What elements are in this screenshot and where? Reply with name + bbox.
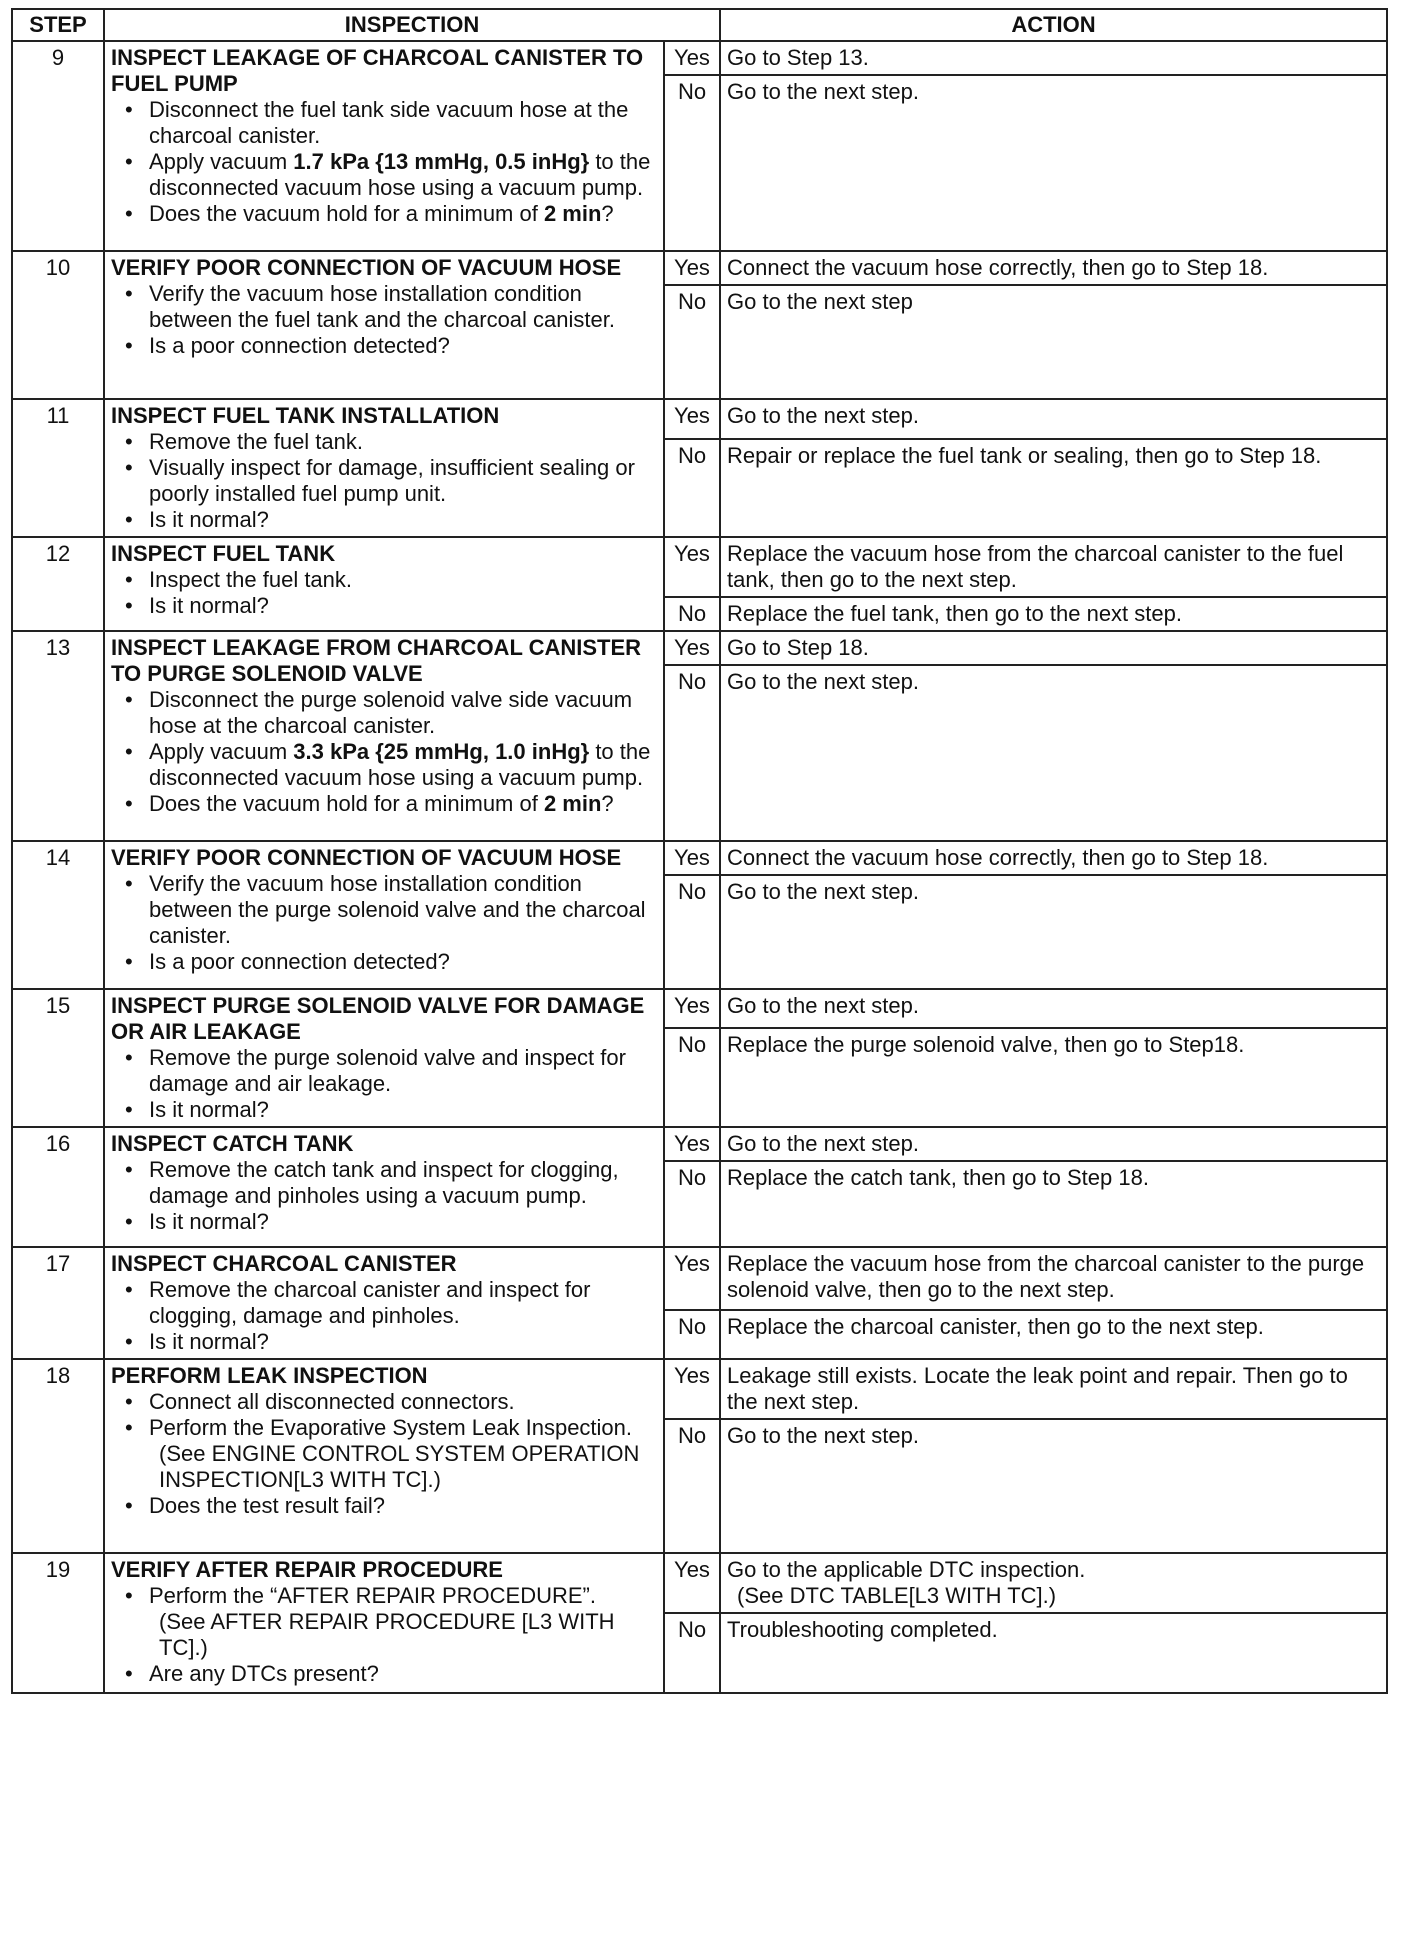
no-action: Replace the purge solenoid valve, then go to Step18. (720, 1028, 1387, 1127)
inspection-bullet: • Disconnect the fuel tank side vacuum hose at the charcoal canister. (149, 97, 657, 149)
inspection-cell (104, 1359, 664, 1553)
table-row (12, 399, 1387, 439)
yes-action (720, 1127, 1387, 1161)
yes-label: Yes (664, 841, 720, 875)
inspection-bullets (111, 1045, 657, 1123)
inspection-title: INSPECT FUEL TANK (111, 541, 336, 566)
inspection-title: INSPECT FUEL TANK INSTALLATION (111, 403, 500, 428)
inspection-title: INSPECT PURGE SOLENOID VALVE FOR DAMAGE OR AIR LEAKAGE (111, 993, 645, 1044)
bullet-text: Apply vacuum (149, 149, 294, 174)
no-label: No (664, 665, 720, 841)
step-number: 16 (12, 1127, 104, 1247)
inspection-bullet: • Is a poor connection detected? (149, 949, 657, 975)
yes-action-text: Go to the next step. (727, 993, 920, 1018)
yes-action (720, 1553, 1387, 1613)
inspection-bullets (111, 567, 657, 619)
yes-action-text: Go to Step 18. (727, 635, 869, 660)
inspection-bullets (111, 97, 657, 227)
yes-label: Yes (664, 41, 720, 75)
step-number: 19 (12, 1553, 104, 1693)
bullet-emphasis: 3.3 kPa {25 mmHg, 1.0 inHg} (293, 739, 590, 764)
inspection-cell (104, 1553, 664, 1693)
no-action: Troubleshooting completed. (720, 1613, 1387, 1693)
step-number: 11 (12, 399, 104, 537)
inspection-title: VERIFY POOR CONNECTION OF VACUUM HOSE (111, 255, 622, 280)
inspection-cell (104, 251, 664, 399)
no-action: Go to the next step. (720, 875, 1387, 989)
inspection-bullets (111, 871, 657, 975)
inspection-bullet: • Perform the Evaporative System Leak Inspection. (See ENGINE CONTROL SYSTEM OPERATION INSPECTION[L3 WITH TC].) (149, 1415, 657, 1493)
yes-label: Yes (664, 1553, 720, 1613)
inspection-bullet: • Is it normal? (149, 593, 657, 619)
yes-action (720, 841, 1387, 875)
inspection-bullet: • Is it normal? (149, 1097, 657, 1123)
inspection-cell (104, 1247, 664, 1359)
step-number: 9 (12, 41, 104, 251)
bullet-emphasis: 2 min (543, 201, 602, 226)
yes-action-text: Replace the vacuum hose from the charcoal canister to the purge solenoid valve, then go to the next step. (727, 1251, 1365, 1302)
inspection-bullet: • Connect all disconnected connectors. (149, 1389, 657, 1415)
no-action: Repair or replace the fuel tank or sealing, then go to Step 18. (720, 439, 1387, 537)
no-label: No (664, 75, 720, 251)
bullet-text: ? (601, 791, 614, 816)
table-row (12, 1247, 1387, 1310)
no-action: Replace the catch tank, then go to Step 18. (720, 1161, 1387, 1247)
yes-action-text: Replace the vacuum hose from the charcoal canister to the fuel tank, then go to the next step. (727, 541, 1344, 592)
yes-action-text: Leakage still exists. Locate the leak point and repair. Then go to the next step. (727, 1363, 1348, 1414)
bullet-emphasis: 2 min (543, 791, 602, 816)
inspection-bullet (149, 149, 657, 201)
yes-label: Yes (664, 1359, 720, 1419)
table-row (12, 251, 1387, 285)
yes-label: Yes (664, 251, 720, 285)
inspection-bullets (111, 1157, 657, 1235)
yes-action (720, 1247, 1387, 1310)
inspection-title: INSPECT CHARCOAL CANISTER (111, 1251, 457, 1276)
yes-label: Yes (664, 631, 720, 665)
inspection-bullets (111, 429, 657, 533)
reference-note: (See AFTER REPAIR PROCEDURE [L3 WITH TC].) (159, 1609, 615, 1660)
inspection-bullet: • Remove the fuel tank. (149, 429, 657, 455)
no-label: No (664, 1161, 720, 1247)
no-action: Replace the charcoal canister, then go to the next step. (720, 1310, 1387, 1359)
inspection-bullet: • Remove the catch tank and inspect for clogging, damage and pinholes using a vacuum pump. (149, 1157, 657, 1209)
inspection-bullet: • Are any DTCs present? (149, 1661, 657, 1687)
inspection-cell (104, 41, 664, 251)
no-label: No (664, 875, 720, 989)
table-row (12, 989, 1387, 1028)
inspection-bullet: • Verify the vacuum hose installation condition between the purge solenoid valve and the charcoal canister. (149, 871, 657, 949)
no-action: Go to the next step. (720, 1419, 1387, 1553)
table-row (12, 631, 1387, 665)
bullet-text: Does the vacuum hold for a minimum of (149, 201, 544, 226)
no-label: No (664, 439, 720, 537)
inspection-cell (104, 399, 664, 537)
header-step: STEP (12, 9, 104, 41)
bullet-emphasis: 1.7 kPa {13 mmHg, 0.5 inHg} (293, 149, 590, 174)
no-label: No (664, 1310, 720, 1359)
yes-action (720, 537, 1387, 597)
yes-action-text: Go to Step 13. (727, 45, 869, 70)
inspection-bullets (111, 1277, 657, 1355)
yes-action (720, 41, 1387, 75)
inspection-bullet: • Is it normal? (149, 507, 657, 533)
no-action: Go to the next step. (720, 75, 1387, 251)
yes-action (720, 1359, 1387, 1419)
inspection-bullet: • Is it normal? (149, 1329, 657, 1355)
inspection-bullet: • Disconnect the purge solenoid valve side vacuum hose at the charcoal canister. (149, 687, 657, 739)
header-action: ACTION (720, 9, 1387, 41)
inspection-title: VERIFY AFTER REPAIR PROCEDURE (111, 1557, 503, 1582)
yes-label: Yes (664, 399, 720, 439)
inspection-bullet: • Perform the “AFTER REPAIR PROCEDURE”. (See AFTER REPAIR PROCEDURE [L3 WITH TC].) (149, 1583, 657, 1661)
inspection-bullet: • Remove the charcoal canister and inspect for clogging, damage and pinholes. (149, 1277, 657, 1329)
no-action: Go to the next step (720, 285, 1387, 399)
yes-label: Yes (664, 989, 720, 1028)
inspection-bullet (149, 201, 657, 227)
step-number: 17 (12, 1247, 104, 1359)
inspection-bullet (149, 739, 657, 791)
no-label: No (664, 285, 720, 399)
inspection-bullet: • Verify the vacuum hose installation condition between the fuel tank and the charcoal canister. (149, 281, 657, 333)
table-row (12, 537, 1387, 597)
inspection-bullets (111, 1389, 657, 1519)
no-label: No (664, 1613, 720, 1693)
step-number: 18 (12, 1359, 104, 1553)
inspection-cell (104, 537, 664, 631)
inspection-bullet: • Does the test result fail? (149, 1493, 657, 1519)
step-number: 10 (12, 251, 104, 399)
no-label: No (664, 1028, 720, 1127)
inspection-cell (104, 841, 664, 989)
yes-action-text: Go to the applicable DTC inspection. (727, 1557, 1086, 1582)
yes-action-text: Connect the vacuum hose correctly, then go to Step 18. (727, 845, 1269, 870)
no-action: Go to the next step. (720, 665, 1387, 841)
inspection-title: INSPECT LEAKAGE FROM CHARCOAL CANISTER TO PURGE SOLENOID VALVE (111, 635, 642, 686)
table-body (12, 41, 1387, 1693)
inspection-title: INSPECT LEAKAGE OF CHARCOAL CANISTER TO FUEL PUMP (111, 45, 644, 96)
inspection-bullets (111, 1583, 657, 1687)
inspection-bullets (111, 281, 657, 359)
yes-action-text: Go to the next step. (727, 1131, 920, 1156)
yes-action (720, 631, 1387, 665)
inspection-cell (104, 1127, 664, 1247)
yes-action (720, 251, 1387, 285)
table-row (12, 1359, 1387, 1419)
yes-label: Yes (664, 1247, 720, 1310)
inspection-bullet: • Visually inspect for damage, insufficient sealing or poorly installed fuel pump unit. (149, 455, 657, 507)
inspection-bullet: • Is a poor connection detected? (149, 333, 657, 359)
yes-action-text: Go to the next step. (727, 403, 920, 428)
inspection-cell (104, 989, 664, 1127)
bullet-text: ? (601, 201, 614, 226)
inspection-title: VERIFY POOR CONNECTION OF VACUUM HOSE (111, 845, 622, 870)
step-number: 14 (12, 841, 104, 989)
yes-label: Yes (664, 537, 720, 597)
no-label: No (664, 597, 720, 631)
inspection-cell (104, 631, 664, 841)
inspection-table (11, 8, 1388, 1694)
yes-label: Yes (664, 1127, 720, 1161)
step-number: 12 (12, 537, 104, 631)
bullet-text: Apply vacuum (149, 739, 294, 764)
no-action: Replace the fuel tank, then go to the next step. (720, 597, 1387, 631)
inspection-bullet (149, 791, 657, 817)
troubleshooting-sheet (11, 8, 1386, 1694)
header-inspection: INSPECTION (104, 9, 720, 41)
yes-action-text: Connect the vacuum hose correctly, then go to Step 18. (727, 255, 1269, 280)
step-number: 15 (12, 989, 104, 1127)
table-row (12, 1553, 1387, 1613)
yes-action (720, 989, 1387, 1028)
inspection-title: PERFORM LEAK INSPECTION (111, 1363, 428, 1388)
header-row (12, 9, 1387, 41)
yes-action (720, 399, 1387, 439)
step-number: 13 (12, 631, 104, 841)
inspection-bullets (111, 687, 657, 817)
table-row (12, 41, 1387, 75)
bullet-text: Does the vacuum hold for a minimum of (149, 791, 544, 816)
reference-note: (See DTC TABLE[L3 WITH TC].) (737, 1583, 1057, 1608)
table-row (12, 1127, 1387, 1161)
inspection-bullet: • Remove the purge solenoid valve and inspect for damage and air leakage. (149, 1045, 657, 1097)
inspection-bullet: • Inspect the fuel tank. (149, 567, 657, 593)
inspection-title: INSPECT CATCH TANK (111, 1131, 354, 1156)
bullet-text: to the disconnected vacuum hose using a vacuum pump. (149, 149, 651, 200)
inspection-bullet: • Is it normal? (149, 1209, 657, 1235)
bullet-text: to the disconnected vacuum hose using a vacuum pump. (149, 739, 651, 790)
table-row (12, 841, 1387, 875)
no-label: No (664, 1419, 720, 1553)
reference-note: (See ENGINE CONTROL SYSTEM OPERATION INSPECTION[L3 WITH TC].) (159, 1441, 640, 1492)
